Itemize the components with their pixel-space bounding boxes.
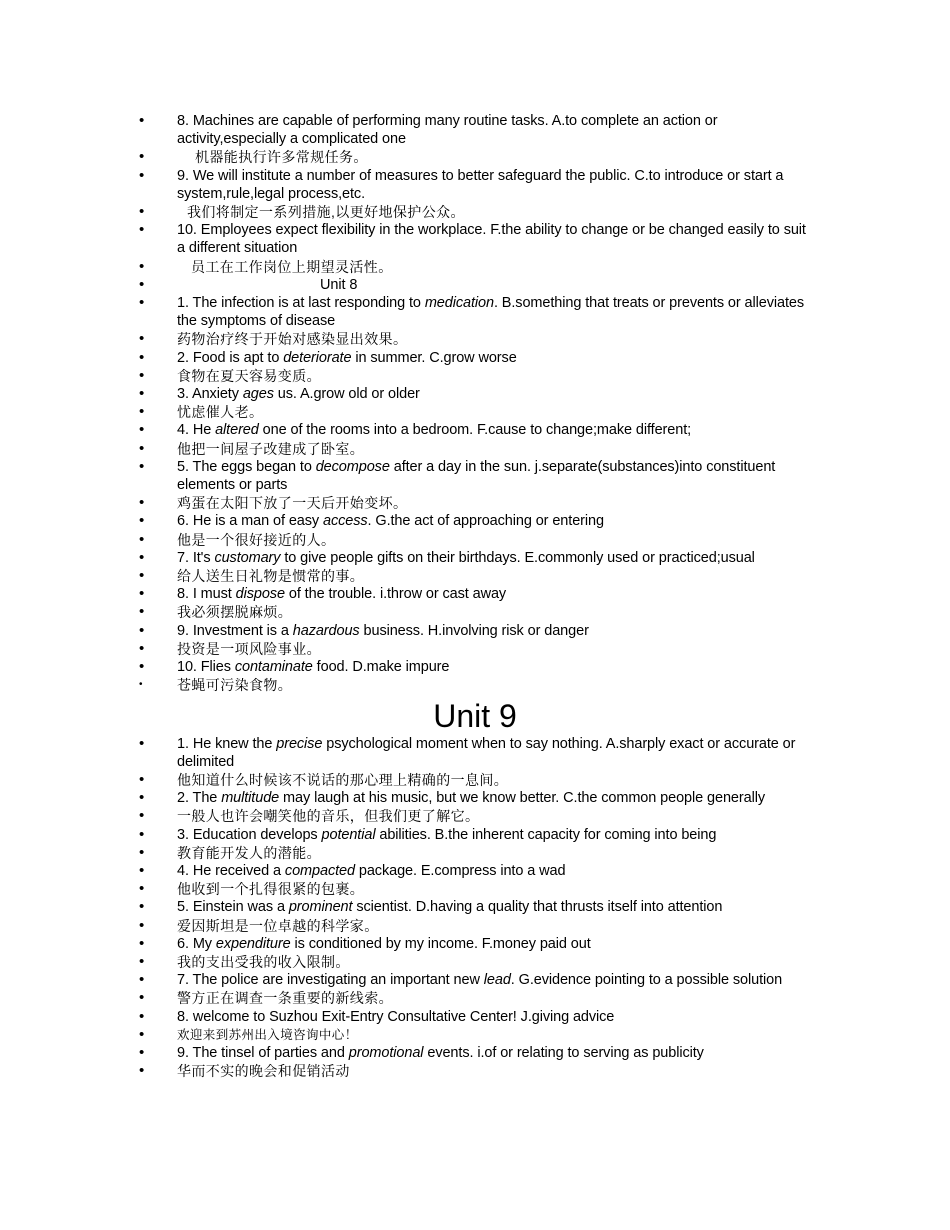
bullet-icon: • xyxy=(139,275,145,293)
english-sentence xyxy=(177,622,817,640)
english-sentence xyxy=(177,658,817,676)
heading-text: Unit 9 xyxy=(433,697,517,734)
sentence-text: 机器能执行许多常规任务。 xyxy=(195,149,368,166)
bullet-icon: • xyxy=(139,385,145,403)
sentence-text: 3. Anxiety xyxy=(177,386,243,403)
english-sentence xyxy=(177,1044,817,1062)
sentence-text: 他是一个很好接近的人。 xyxy=(177,531,336,548)
example-item xyxy=(0,898,950,916)
example-item xyxy=(0,549,950,567)
example-item xyxy=(0,421,950,439)
vocabulary-word: deteriorate xyxy=(283,349,352,366)
translation-item xyxy=(0,953,950,971)
english-sentence xyxy=(177,585,817,603)
sentence-text: 8. welcome to Suzhou Exit-Entry Consultative Center! J.giving advice xyxy=(177,1008,615,1025)
chinese-translation xyxy=(177,603,817,621)
english-sentence xyxy=(177,789,817,807)
sentence-text: 他收到一个扎得很紧的包裹。 xyxy=(177,881,365,898)
bullet-icon: • xyxy=(139,148,145,166)
sentence-text: 警方正在调查一条重要的新线索。 xyxy=(177,990,393,1007)
example-item xyxy=(0,167,950,203)
example-item xyxy=(0,276,950,294)
bullet-icon: • xyxy=(139,861,145,879)
sentence-text: 药物治疗终于开始对感染显出效果。 xyxy=(177,331,408,348)
bullet-icon: • xyxy=(139,658,145,676)
translation-item xyxy=(0,917,950,935)
bullet-icon: • xyxy=(139,989,145,1007)
example-item xyxy=(0,1008,950,1026)
vocabulary-word: compacted xyxy=(284,862,355,879)
sentence-text: 6. My xyxy=(177,935,216,952)
chinese-translation xyxy=(177,880,817,898)
translation-item xyxy=(0,771,950,789)
sentence-text: 4. He received a xyxy=(177,862,285,879)
example-item xyxy=(0,971,950,989)
sentence-text: 4. He xyxy=(177,422,216,439)
bullet-icon: • xyxy=(139,679,143,691)
sentence-text: abilities. B.the inherent capacity for coming into being xyxy=(375,826,717,843)
translation-item xyxy=(0,676,950,694)
chinese-translation xyxy=(177,494,817,512)
sentence-text: 10. Employees expect flexibility in the workplace. F.the ability to change or be changed easily to suit a different situation xyxy=(177,222,806,257)
bullet-icon: • xyxy=(139,403,145,421)
english-sentence xyxy=(177,512,817,530)
example-item xyxy=(0,112,950,148)
sentence-text: may laugh at his music, but we know better. C.the common people generally xyxy=(279,790,765,807)
bullet-icon: • xyxy=(139,1007,145,1025)
english-sentence xyxy=(177,826,817,844)
bullet-icon: • xyxy=(139,166,145,184)
english-sentence xyxy=(177,112,817,148)
sentence-text: 爱因斯坦是一位卓越的科学家。 xyxy=(177,917,379,934)
translation-item xyxy=(0,148,950,166)
vocabulary-word: customary xyxy=(214,549,281,566)
sentence-text: 8. Machines are capable of performing many routine tasks. A.to complete an action or activity,especially a complicated one xyxy=(177,113,718,148)
section-heading xyxy=(0,697,950,735)
bullet-icon: • xyxy=(139,548,145,566)
sentence-text: 7. The police are investigating an important new xyxy=(177,972,484,989)
translation-item xyxy=(0,367,950,385)
chinese-translation xyxy=(177,258,831,276)
sentence-text: 给人送生日礼物是惯常的事。 xyxy=(177,568,365,585)
bullet-icon: • xyxy=(139,512,145,530)
bullet-icon: • xyxy=(139,294,145,312)
chinese-translation xyxy=(177,989,817,1007)
english-sentence xyxy=(177,862,817,880)
translation-item xyxy=(0,603,950,621)
english-sentence xyxy=(177,349,817,367)
english-sentence xyxy=(177,458,817,494)
example-item xyxy=(0,735,950,771)
bullet-icon: • xyxy=(139,1062,145,1080)
example-item xyxy=(0,935,950,953)
sentence-text: 鸡蛋在太阳下放了一天后开始变坏。 xyxy=(177,495,408,512)
sentence-text: 8. I must xyxy=(177,586,236,603)
bullet-icon: • xyxy=(139,952,145,970)
english-sentence xyxy=(177,276,950,294)
sentence-text: Unit 8 xyxy=(320,276,358,293)
translation-item xyxy=(0,640,950,658)
vocabulary-word: medication xyxy=(424,295,494,312)
english-sentence xyxy=(177,898,817,916)
bullet-icon: • xyxy=(139,770,145,788)
english-sentence xyxy=(177,971,817,989)
translation-item xyxy=(0,880,950,898)
bullet-icon: • xyxy=(139,494,145,512)
translation-item xyxy=(0,844,950,862)
translation-item xyxy=(0,203,950,221)
example-item xyxy=(0,349,950,367)
sentence-text: 10. Flies xyxy=(177,659,235,676)
sentence-text: . B.something that treats or prevents or alleviates the symptoms of disease xyxy=(177,295,804,330)
sentence-text: food. D.make impure xyxy=(312,659,450,676)
bullet-icon: • xyxy=(139,603,145,621)
bullet-icon: • xyxy=(139,898,145,916)
bullet-icon: • xyxy=(139,457,145,475)
bullet-icon: • xyxy=(139,971,145,989)
sentence-text: package. E.compress into a wad xyxy=(354,862,566,879)
bullet-icon: • xyxy=(139,439,145,457)
example-item xyxy=(0,826,950,844)
chinese-translation xyxy=(177,1026,817,1044)
chinese-translation xyxy=(177,440,817,458)
vocabulary-word: lead xyxy=(483,972,511,989)
sentence-text: is conditioned by my income. F.money paid out xyxy=(290,935,591,952)
sentence-text: scientist. D.having a quality that thrusts itself into attention xyxy=(352,899,723,916)
english-sentence xyxy=(177,385,817,403)
vocabulary-word: promotional xyxy=(348,1044,424,1061)
chinese-translation xyxy=(177,917,817,935)
bullet-icon: • xyxy=(139,934,145,952)
sentence-text: 忧虑催人老。 xyxy=(177,404,264,421)
translation-item xyxy=(0,807,950,825)
chinese-translation xyxy=(177,640,817,658)
bullet-icon: • xyxy=(139,203,145,221)
english-sentence xyxy=(177,1008,817,1026)
chinese-translation xyxy=(177,807,817,825)
sentence-text: 2. Food is apt to xyxy=(177,349,284,366)
sentence-text: 华而不实的晚会和促销活动 xyxy=(177,1063,350,1080)
chinese-translation xyxy=(177,676,817,694)
bullet-icon: • xyxy=(139,1025,145,1043)
translation-item xyxy=(0,494,950,512)
chinese-translation xyxy=(177,1062,817,1080)
english-sentence xyxy=(177,294,817,330)
bullet-icon: • xyxy=(139,639,145,657)
sentence-text: us. A.grow old or older xyxy=(273,386,420,403)
sentence-text: 我的支出受我的收入限制。 xyxy=(177,953,350,970)
bullet-icon: • xyxy=(139,621,145,639)
vocabulary-word: expenditure xyxy=(215,935,291,952)
sentence-text: 6. He is a man of easy xyxy=(177,513,323,530)
example-item xyxy=(0,622,950,640)
sentence-text: 1. The infection is at last responding to xyxy=(177,295,425,312)
sentence-text: psychological moment when to say nothing. A.sharply exact or accurate or delimited xyxy=(177,735,796,770)
sentence-text: 3. Education develops xyxy=(177,826,322,843)
sentence-text: 我必须摆脱麻烦。 xyxy=(177,604,293,621)
translation-item xyxy=(0,440,950,458)
bullet-icon: • xyxy=(139,880,145,898)
bullet-icon: • xyxy=(139,1043,145,1061)
chinese-translation xyxy=(177,771,817,789)
sentence-text: 他知道什么时候该不说话的那心理上精确的一息间。 xyxy=(177,771,509,788)
sentence-text: 欢迎来到苏州出入境咨询中心！ xyxy=(177,1027,358,1042)
example-item xyxy=(0,385,950,403)
example-item xyxy=(0,512,950,530)
english-sentence xyxy=(177,549,837,567)
vocabulary-word: precise xyxy=(276,735,323,752)
sentence-text: 教育能开发人的潜能。 xyxy=(177,844,321,861)
sentence-text: 5. The eggs began to xyxy=(177,458,316,475)
sentence-text: 苍蝇可污染食物。 xyxy=(177,677,293,694)
sentence-text: 1. He knew the xyxy=(177,735,277,752)
chinese-translation xyxy=(177,367,817,385)
example-item xyxy=(0,658,950,676)
chinese-translation xyxy=(177,330,817,348)
english-sentence xyxy=(177,935,817,953)
translation-item xyxy=(0,1062,950,1080)
bullet-icon: • xyxy=(139,221,145,239)
bullet-icon: • xyxy=(139,348,145,366)
english-sentence xyxy=(177,735,817,771)
bullet-icon: • xyxy=(139,567,145,585)
chinese-translation xyxy=(177,403,817,421)
chinese-translation xyxy=(177,531,817,549)
sentence-text: business. H.involving risk or danger xyxy=(359,622,589,639)
sentence-text: after a day in the sun. j.separate(substances)into constituent elements or parts xyxy=(177,458,776,494)
sentence-text: 员工在工作岗位上期望灵活性。 xyxy=(191,258,393,275)
sentence-text: in summer. C.grow worse xyxy=(351,349,517,366)
bullet-icon: • xyxy=(139,585,145,603)
bullet-icon: • xyxy=(139,257,145,275)
bullet-icon: • xyxy=(139,807,145,825)
translation-item xyxy=(0,258,950,276)
vocabulary-word: decompose xyxy=(315,458,390,475)
bullet-icon: • xyxy=(139,421,145,439)
sentence-text: of the trouble. i.throw or cast away xyxy=(284,586,507,603)
bullet-icon: • xyxy=(139,112,145,129)
bullet-icon: • xyxy=(139,330,145,348)
example-item xyxy=(0,294,950,330)
sentence-text: . G.evidence pointing to a possible solution xyxy=(510,972,783,989)
vocabulary-word: ages xyxy=(242,386,274,403)
vocabulary-word: hazardous xyxy=(292,622,360,639)
vocabulary-word: potential xyxy=(321,826,376,843)
vocabulary-word: access xyxy=(323,513,368,530)
vocabulary-word: prominent xyxy=(288,899,353,916)
bullet-icon: • xyxy=(139,825,145,843)
bullet-icon: • xyxy=(139,530,145,548)
example-item xyxy=(0,789,950,807)
sentence-text: 他把一间屋子改建成了卧室。 xyxy=(177,440,365,457)
bullet-icon: • xyxy=(139,916,145,934)
english-sentence xyxy=(177,221,817,257)
example-item xyxy=(0,458,950,494)
example-item xyxy=(0,1044,950,1062)
sentence-text: 食物在夏天容易变质。 xyxy=(177,367,321,384)
chinese-translation xyxy=(177,148,835,166)
translation-item xyxy=(0,567,950,585)
bullet-icon: • xyxy=(139,789,145,807)
translation-item xyxy=(0,989,950,1007)
vocabulary-word: dispose xyxy=(235,586,285,603)
chinese-translation xyxy=(177,203,827,221)
english-sentence xyxy=(177,167,817,203)
sentence-text: 5. Einstein was a xyxy=(177,899,289,916)
vocabulary-word: multitude xyxy=(221,790,280,807)
example-item xyxy=(0,862,950,880)
sentence-text: events. i.of or relating to serving as publicity xyxy=(423,1044,704,1061)
translation-item xyxy=(0,403,950,421)
bullet-icon: • xyxy=(139,843,145,861)
chinese-translation xyxy=(177,844,817,862)
translation-item xyxy=(0,1026,950,1044)
sentence-text: 7. It's xyxy=(177,549,215,566)
chinese-translation xyxy=(177,567,817,585)
sentence-text: to give people gifts on their birthdays. E.commonly used or practiced;usual xyxy=(280,549,755,566)
vocabulary-word: altered xyxy=(215,422,259,439)
sentence-text: 一般人也许会嘲笑他的音乐，但我们更了解它。 xyxy=(177,808,480,825)
vocabulary-list xyxy=(0,112,950,1080)
vocabulary-word: contaminate xyxy=(234,659,313,676)
sentence-text: 投资是一项风险事业。 xyxy=(177,640,321,657)
translation-item xyxy=(0,531,950,549)
sentence-text: . G.the act of approaching or entering xyxy=(367,513,604,530)
sentence-text: 9. The tinsel of parties and xyxy=(177,1044,349,1061)
chinese-translation xyxy=(177,953,817,971)
sentence-text: one of the rooms into a bedroom. F.cause to change;make different; xyxy=(258,422,692,439)
sentence-text: 我们将制定一系列措施,以更好地保护公众。 xyxy=(187,204,465,221)
bullet-icon: • xyxy=(139,734,145,752)
bullet-icon: • xyxy=(139,366,145,384)
sentence-text: 9. We will institute a number of measures to better safeguard the public. C.to introduce or start a system,rule,legal process,etc. xyxy=(177,167,784,202)
english-sentence xyxy=(177,421,817,439)
sentence-text: 9. Investment is a xyxy=(177,622,293,639)
sentence-text: 2. The xyxy=(177,790,222,807)
example-item xyxy=(0,221,950,257)
example-item xyxy=(0,585,950,603)
translation-item xyxy=(0,330,950,348)
